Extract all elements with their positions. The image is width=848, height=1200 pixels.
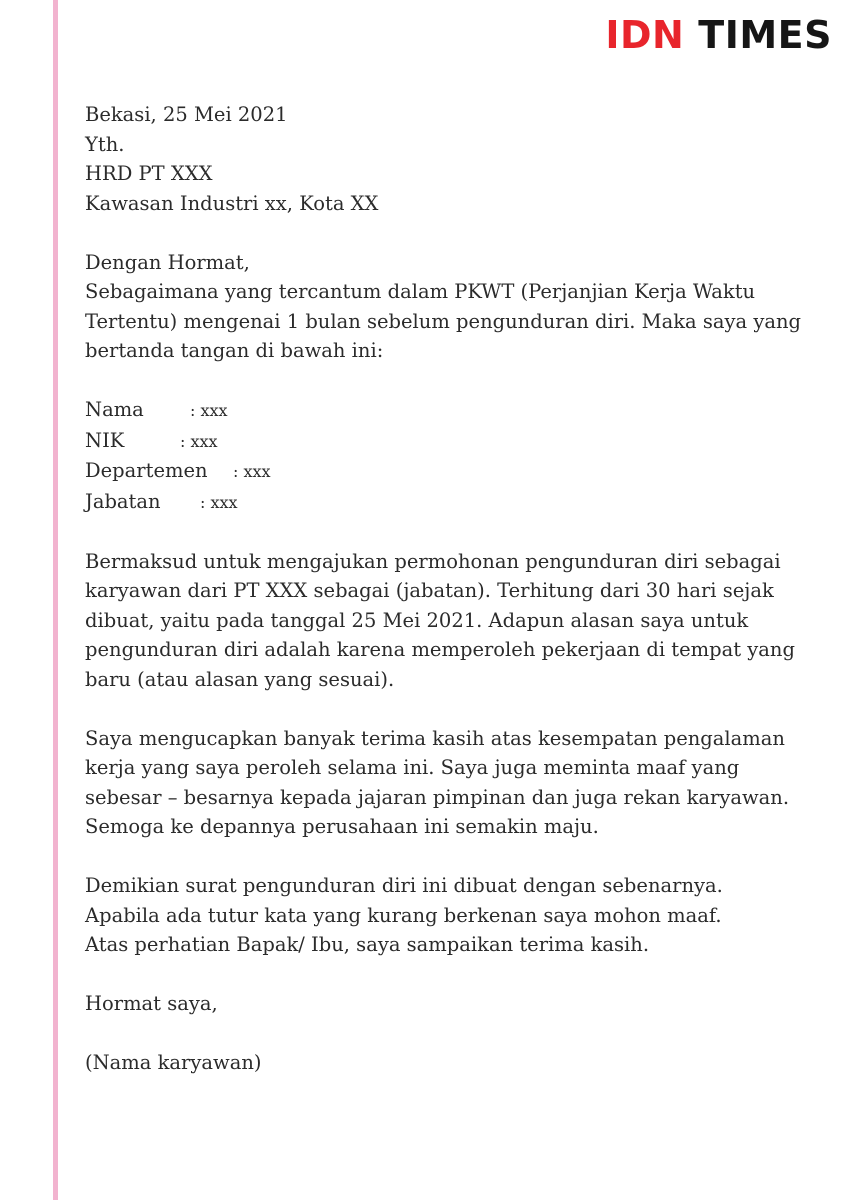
signature-name: (Nama karyawan) xyxy=(85,1051,262,1074)
closing-line: Apabila ada tutur kata yang kurang berkenan saya mohon maaf. xyxy=(85,903,722,927)
field-value: : xxx xyxy=(190,401,228,420)
opening-line: bertanda tangan di bawah ini: xyxy=(85,339,384,362)
field-jabatan xyxy=(85,487,830,518)
field-nama xyxy=(85,395,830,426)
left-accent-rule xyxy=(53,0,58,1200)
body-paragraph-1-line: karyawan dari PT XXX sebagai (jabatan). Terhitung dari 30 hari sejak xyxy=(85,579,774,602)
closing-line: Atas perhatian Bapak/ Ibu, saya sampaikan terima kasih. xyxy=(85,933,650,956)
field-label: Departemen xyxy=(85,459,208,482)
body-paragraph-2-line: sebesar – besarnya kepada jajaran pimpinan dan juga rekan karyawan. xyxy=(85,785,790,809)
logo-idn-text: IDN xyxy=(605,13,685,57)
opening-line: Sebagaimana yang tercantum dalam PKWT (Perjanjian Kerja Waktu xyxy=(85,280,756,303)
body-paragraph-1-line: baru (atau alasan yang sesuai). xyxy=(85,667,395,691)
field-value: : xxx xyxy=(180,431,218,451)
body-paragraph-2-line: Saya mengucapkan banyak terima kasih atas kesempatan pengalaman xyxy=(85,726,785,750)
logo-times-text: TIMES xyxy=(698,13,832,57)
body-paragraph-1-line: dibuat, yaitu pada tanggal 25 Mei 2021. Adapun alasan saya untuk xyxy=(85,608,749,632)
recipient: HRD PT XXX xyxy=(85,162,213,185)
field-nik xyxy=(85,426,830,457)
field-label: NIK xyxy=(85,428,125,452)
idn-times-logo xyxy=(605,12,832,58)
field-label: Nama xyxy=(85,398,144,421)
recipient-address: Kawasan Industri xx, Kota XX xyxy=(85,191,379,215)
closing-line: Demikian surat pengunduran diri ini dibuat dengan sebenarnya. xyxy=(85,874,723,897)
body-paragraph-2-line: kerja yang saya peroleh selama ini. Saya juga meminta maaf yang xyxy=(85,756,740,779)
field-value: : xxx xyxy=(200,492,238,512)
body-paragraph-1-line: Bermaksud untuk mengajukan permohonan pengunduran diri sebagai xyxy=(85,549,781,573)
field-departemen xyxy=(85,456,830,487)
opening-line: Tertentu) mengenai 1 bulan sebelum pengunduran diri. Maka saya yang xyxy=(85,309,802,333)
signoff: Hormat saya, xyxy=(85,992,218,1015)
resignation-letter xyxy=(85,100,830,1078)
body-paragraph-2-line: Semoga ke depannya perusahaan ini semakin maju. xyxy=(85,815,599,838)
body-paragraph-1-line: pengunduran diri adalah karena memperoleh pekerjaan di tempat yang xyxy=(85,638,795,661)
salutation-to: Yth. xyxy=(85,132,125,156)
greeting: Dengan Hormat, xyxy=(85,250,250,274)
field-label: Jabatan xyxy=(85,489,161,513)
place-date: Bekasi, 25 Mei 2021 xyxy=(85,103,288,126)
field-value: : xxx xyxy=(233,462,271,481)
